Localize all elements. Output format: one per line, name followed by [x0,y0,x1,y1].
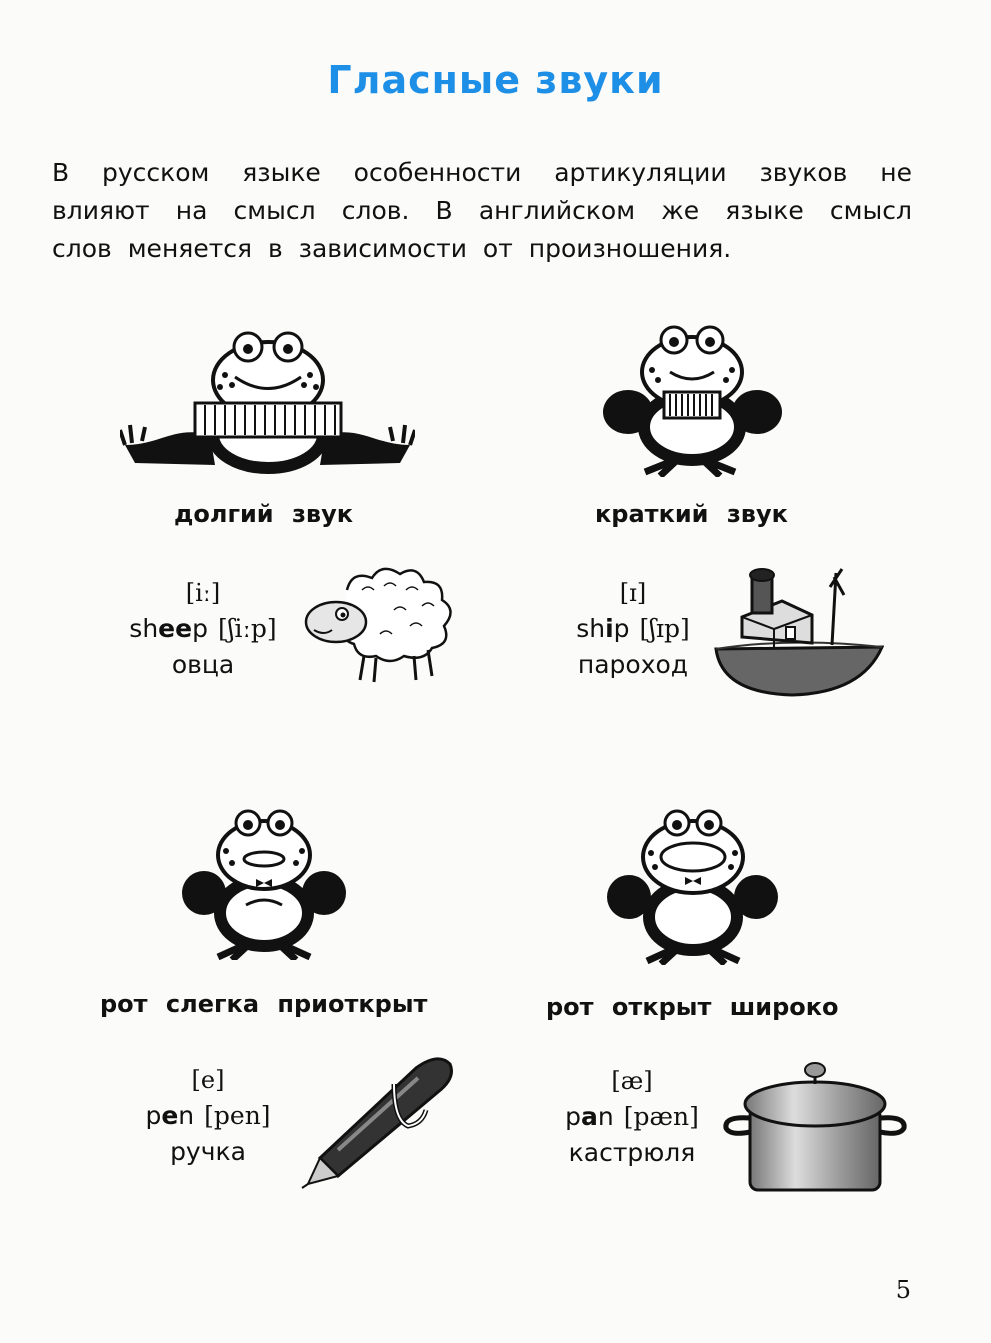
word-part: n [597,1102,614,1131]
frog-mouth-wide-icon [605,805,780,965]
word-ipa: [pæn] [623,1102,699,1131]
pan-icon [720,1056,910,1196]
word-line [128,1098,288,1134]
intro-line-2: влияют на смысл слов. В английском же языке смысл [52,196,912,225]
word-part: p [565,1102,581,1131]
intro-line-3: слов меняется в зависимости от произношения. [52,234,732,263]
page-number: 5 [895,1276,911,1304]
frog-accordion-small-icon [600,322,785,477]
word-part: sh [129,614,159,643]
word-translation: овца [171,650,235,679]
pen-icon [298,1050,458,1190]
sound-ipa: [e] [191,1066,225,1094]
frog-mouth-slight-icon [180,805,348,960]
word-block-ship [548,575,718,683]
word-highlight: i [605,614,614,643]
sound-ipa: [iː] [185,579,221,607]
word-highlight: a [581,1102,598,1131]
word-part: n [178,1101,195,1130]
intro-paragraph [52,154,912,268]
word-part: p [192,614,208,643]
word-line [118,611,288,647]
caption-short-sound: краткий звук [595,500,788,528]
word-highlight: ee [158,614,193,643]
word-ipa: [ʃiːp] [217,614,277,643]
word-translation: ручка [170,1137,246,1166]
ship-icon [712,565,884,697]
word-part: p [145,1101,162,1130]
frog-accordion-wide-icon [120,325,415,475]
sound-ipa: [ɪ] [619,579,647,607]
word-ipa: [ʃɪp] [639,614,690,643]
word-block-pen [128,1062,288,1170]
word-part: sh [576,614,606,643]
word-block-pan [552,1063,712,1171]
word-block-sheep [118,575,288,683]
caption-mouth-wide-open: рот открыт широко [546,993,839,1021]
page-title: Гласные звуки [327,58,664,102]
sound-ipa: [æ] [611,1067,653,1095]
intro-line-1: В русском языке особенности артикуляции звуков не [52,158,912,187]
caption-long-sound: долгий звук [174,500,354,528]
word-line [552,1099,712,1135]
caption-mouth-slightly-open: рот слегка приоткрыт [100,990,428,1018]
word-ipa: [pen] [204,1101,271,1130]
sheep-icon [302,560,460,685]
word-line [548,611,718,647]
word-translation: кастрюля [568,1138,696,1167]
word-highlight: e [161,1101,179,1130]
word-part: p [613,614,630,643]
word-translation: пароход [577,650,689,679]
